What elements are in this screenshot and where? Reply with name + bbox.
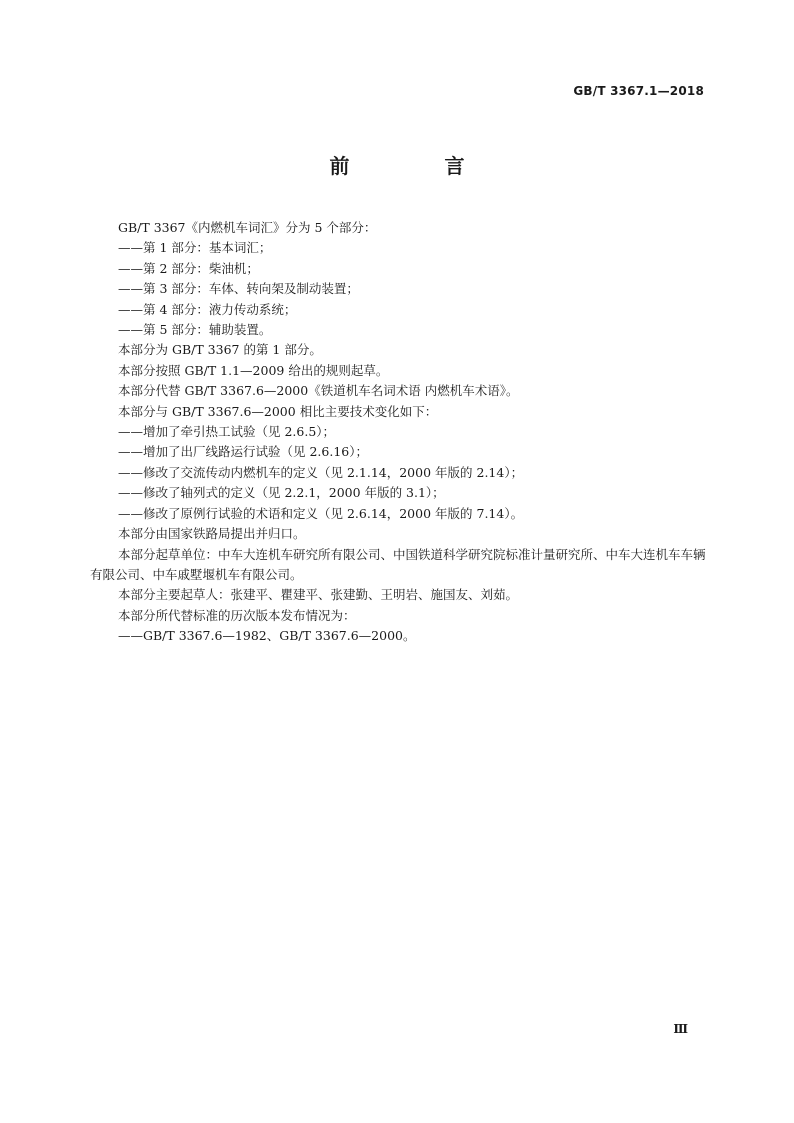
paragraph: 本部分按照 GB/T 1.1—2009 给出的规则起草。 bbox=[118, 362, 389, 378]
paragraph: 本部分与 GB/T 3367.6—2000 相比主要技术变化如下： bbox=[118, 403, 438, 419]
paragraph: ——第 1 部分：基本词汇； bbox=[118, 240, 272, 256]
paragraph: ——第 4 部分：液力传动系统； bbox=[118, 301, 297, 317]
paragraph: 本部分起草单位：中车大连机车研究所有限公司、中国铁道科学研究院标准计量研究所、中车大连机车车辆有限公司、中车戚墅堰机车有限公司。 bbox=[90, 546, 706, 582]
paragraph: 本部分由国家铁路局提出并归口。 bbox=[118, 526, 306, 542]
paragraph: ——增加了出厂线路运行试验（见 2.6.16）； bbox=[118, 444, 368, 460]
paragraph: GB/T 3367《内燃机车词汇》分为 5 个部分： bbox=[118, 220, 377, 235]
paragraph: ——第 3 部分：车体、转向架及制动装置； bbox=[118, 281, 359, 297]
paragraph: ——第 2 部分：柴油机； bbox=[118, 260, 259, 276]
paragraph: ——修改了交流传动内燃机车的定义（见 2.1.14，2000 年版的 2.14）； bbox=[118, 464, 524, 480]
foreword-body bbox=[90, 218, 706, 647]
standard-code: GB/T 3367.1—2018 bbox=[573, 84, 704, 98]
paragraph: ——第 5 部分：辅助装置。 bbox=[118, 322, 272, 338]
paragraph: 本部分主要起草人：张建平、瞿建平、张建勤、王明岩、施国友、刘茹。 bbox=[118, 587, 519, 603]
paragraph: ——GB/T 3367.6—1982、GB/T 3367.6—2000。 bbox=[118, 628, 416, 644]
paragraph: ——修改了轴列式的定义（见 2.2.1，2000 年版的 3.1）； bbox=[118, 485, 445, 501]
paragraph: 本部分所代替标准的历次版本发布情况为： bbox=[118, 607, 356, 623]
page-title: 前 言 bbox=[329, 154, 509, 178]
paragraph: ——增加了牵引热工试验（见 2.6.5）； bbox=[118, 424, 336, 440]
paragraph: ——修改了原例行试验的术语和定义（见 2.6.14，2000 年版的 7.14）。 bbox=[118, 505, 524, 521]
page-number: Ⅲ bbox=[673, 1022, 688, 1036]
paragraph: 本部分代替 GB/T 3367.6—2000《铁道机车名词术语 内燃机车术语》。 bbox=[118, 383, 519, 399]
paragraph: 本部分为 GB/T 3367 的第 1 部分。 bbox=[118, 342, 322, 358]
